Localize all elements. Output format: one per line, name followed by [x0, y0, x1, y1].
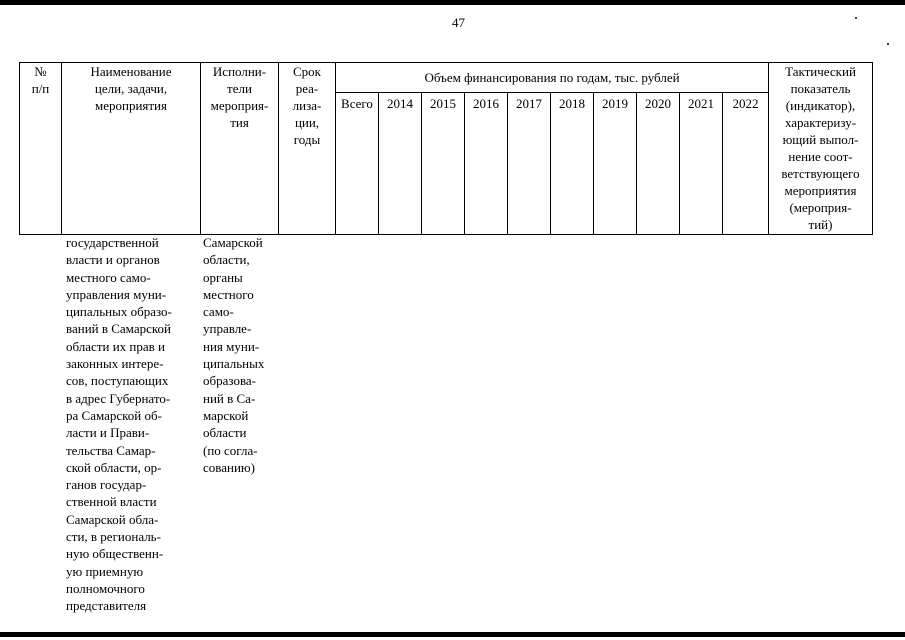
header-subcell-year: 2017	[508, 93, 551, 235]
header-subcell-year: 2020	[637, 93, 680, 235]
scan-dot	[855, 17, 857, 19]
header-subcell-year: 2022	[723, 93, 769, 235]
top-rule	[0, 0, 905, 5]
header-cell-executor: Исполни- тели мероприя- тия	[201, 63, 279, 235]
header-subcell-year: 2018	[551, 93, 594, 235]
row-executor-continuation: Самарской области, органы местного само- управле- ния муни- ципальных образова- ний в Са- марской области (по согла- сованию)	[203, 235, 265, 475]
header-cell-term: Срок реа- лиза- ции, годы	[279, 63, 336, 235]
page-number: 47	[452, 15, 465, 30]
header-subcell-year: 2021	[680, 93, 723, 235]
scan-dot	[887, 43, 889, 45]
row-name-continuation: государственной власти и органов местного само- управления муни- ципальных образо- ваний в Самарской области их прав и законных интере- сов, поступающих в адрес Губернато- ра Самарской об- ласти и Прави- тельства Самар- ской области, ор- ганов государ- ственной власти Самарской обла- сти, в региональ- ную общественн- ую приемную полномочного представителя	[66, 235, 172, 614]
header-subcell-year: 2016	[465, 93, 508, 235]
header-cell-number: № п/п	[20, 63, 62, 235]
header-cell-indicator: Тактический показатель (индикатор), характеризу- ющий выпол- нение соот- ветствующего мероприятия (мероприя- тий)	[769, 63, 873, 235]
table-header	[19, 62, 873, 235]
header-subcell-year: 2019	[594, 93, 637, 235]
header-cell-funding: Объем финансирования по годам, тыс. рублей	[336, 63, 769, 93]
header-subcell-year: 2014	[379, 93, 422, 235]
header-subcell-year: 2015	[422, 93, 465, 235]
header-subcell-total: Всего	[336, 93, 379, 235]
bottom-rule	[0, 632, 905, 637]
header-cell-name: Наименование цели, задачи, мероприятия	[62, 63, 201, 235]
